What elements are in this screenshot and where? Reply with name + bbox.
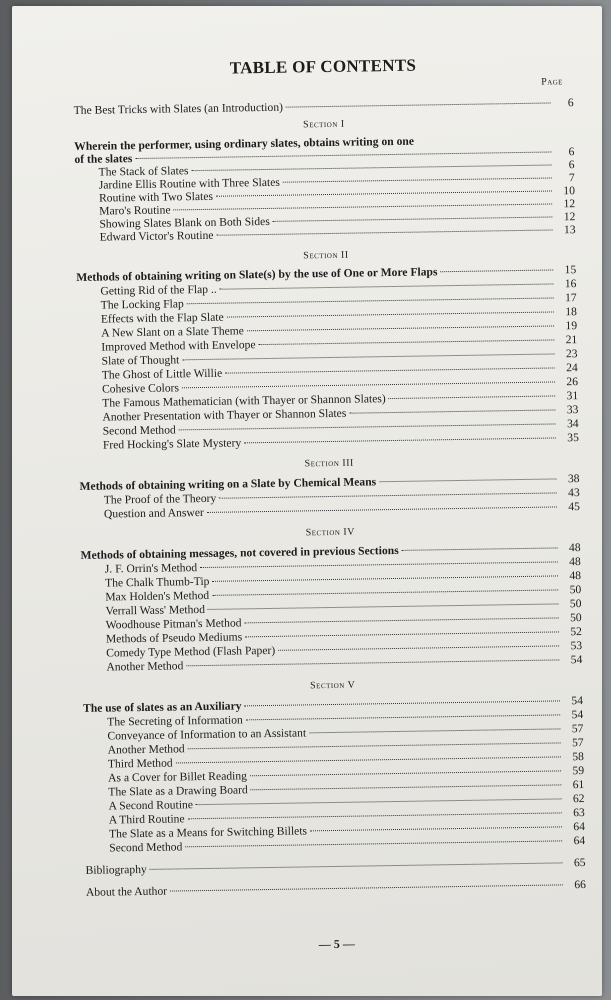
toc-entry: The Slate as a Drawing Board 61: [108, 778, 585, 799]
section-title: of the slates 6: [74, 145, 575, 166]
toc-entry-introduction: [74, 96, 574, 117]
toc-entry: Third Method 58: [107, 750, 584, 771]
toc-entry: Methods of Pseudo Mediums 52: [105, 625, 582, 646]
toc-entry: J. F. Orrin's Method 48: [104, 555, 581, 576]
entry-label: The Best Tricks with Slates (an Introduction): [73, 100, 284, 117]
toc-entry-about-author: About the Author 66: [85, 878, 586, 899]
toc-entry: The Ghost of Little Willie 24: [101, 361, 578, 382]
section-heading: Section I: [303, 118, 345, 131]
toc-entry: Maro's Routine 12: [99, 197, 576, 218]
toc-entry: Showing Slates Blank on Both Sides 12: [99, 210, 576, 231]
section-heading: Section III: [304, 457, 354, 470]
toc-entry: Conveyance of Information to an Assistant 57: [107, 722, 584, 743]
toc-entry: The Famous Mathematician (with Thayer or Shannon Slates) 31: [102, 389, 579, 410]
toc-entry: Another Method 57: [107, 736, 584, 757]
toc-entry: A Third Routine 63: [108, 806, 585, 827]
toc-entry: Another Method 54: [106, 653, 583, 674]
toc-entry-bibliography: Bibliography 65: [85, 856, 586, 877]
toc-entry: As a Cover for Billet Reading 59: [108, 764, 585, 785]
toc-entry: The Locking Flap 17: [100, 291, 577, 312]
toc-entry: The Proof of the Theory 43: [103, 486, 580, 507]
toc-entry: Cohesive Colors 26: [101, 375, 579, 396]
toc-entry: The Stack of Slates 6: [98, 158, 575, 179]
dot-leader: [135, 151, 551, 159]
section-heading: Section IV: [305, 526, 356, 539]
entry-page: 6: [567, 96, 574, 110]
dot-leader: [402, 547, 558, 550]
toc-entry: Fred Hocking's Slate Mystery 35: [102, 431, 579, 452]
section-title: The use of slates as an Auxiliary 54: [82, 694, 584, 715]
toc-entry: Improved Method with Envelope 21: [101, 333, 578, 354]
toc-entry: Routine with Two Slates 10: [98, 184, 576, 205]
toc-entry: The Secreting of Information 54: [107, 708, 584, 729]
dot-leader: [286, 102, 551, 107]
section-heading: Section II: [303, 249, 349, 262]
section-heading: Section V: [309, 679, 356, 692]
toc-entry: Max Holden's Method 50: [105, 583, 582, 604]
toc-entry: The Chalk Thumb-Tip 48: [104, 569, 582, 590]
section-title: Methods of obtaining messages, not covered in previous Sections 48: [80, 541, 581, 562]
dot-leader: [440, 269, 553, 272]
toc-entry: Effects with the Flap Slate 18: [100, 305, 577, 326]
toc-entry: Verrall Wass' Method 50: [105, 597, 582, 618]
toc-entry: Getting Rid of the Flap .. 16: [100, 277, 577, 298]
toc-entry: Slate of Thought 23: [101, 347, 578, 368]
dot-leader: [244, 700, 560, 706]
page-column-label: Page: [541, 76, 563, 88]
page-number: — 5 —: [318, 936, 355, 952]
toc-entry: Edward Victor's Routine 13: [99, 223, 576, 244]
toc-entry: Comedy Type Method (Flash Paper) 53: [106, 639, 583, 660]
toc-entry: Another Presentation with Thayer or Shannon Slates 33: [102, 403, 579, 424]
section-title: Wherein the performer, using ordinary slates, obtains writing on one: [74, 134, 415, 153]
dot-leader: [379, 478, 556, 482]
toc-entry: Question and Answer 45: [103, 500, 581, 521]
toc-entry: Second Method 64: [109, 834, 586, 855]
page-title: TABLE OF CONTENTS: [229, 55, 417, 78]
toc-entry: Jardine Ellis Routine with Three Slates 7: [98, 171, 575, 192]
toc-entry: A Second Routine 62: [108, 792, 585, 813]
book-page: [12, 6, 602, 996]
toc-entry: A New Slant on a Slate Theme 19: [101, 319, 578, 340]
section-title: Methods of obtaining writing on a Slate by Chemical Means 38: [79, 472, 580, 493]
toc-entry: The Slate as a Means for Switching Billets 64: [108, 820, 586, 841]
toc-entry: Second Method 34: [102, 417, 579, 438]
section-title: Methods of obtaining writing on Slate(s) by the use of One or More Flaps 15: [76, 263, 577, 284]
toc-entry: Woodhouse Pitman's Method 50: [105, 611, 582, 632]
